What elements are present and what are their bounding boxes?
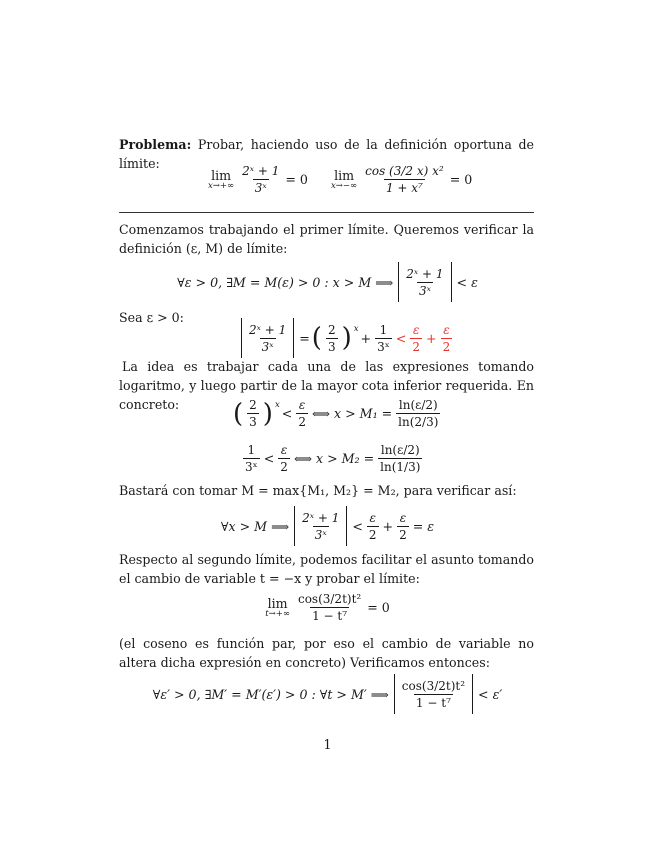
fraction-denominator: 2	[399, 527, 407, 542]
fraction-numerator: ε	[369, 510, 376, 525]
fraction-denominator: 1 − t⁷	[415, 695, 451, 710]
paragraph-respecto: Respecto al segundo límite, podemos facilitar el asunto tomando el cambio de variable t = −x y probar el límite:	[119, 552, 534, 586]
lim-word: lim	[267, 596, 288, 611]
equation-limit-t	[0, 592, 655, 623]
fraction-numerator: ε	[280, 443, 288, 457]
fraction-denominator: 2	[412, 339, 421, 354]
fraction-numerator: 1	[379, 322, 388, 337]
fraction-numerator: ε	[399, 510, 407, 525]
lim-word: lim	[334, 168, 355, 183]
fraction-denominator: 3ˣ	[245, 460, 258, 474]
paragraph-idea: La idea es trabajar cada una de las expresiones tomando logaritmo, y luego partir de la mayor cota inferior requerida. En concreto:	[119, 359, 534, 412]
plus-sign: +	[360, 330, 372, 346]
equation-left: ∀ε > 0, ∃M = M(ε) > 0 : x > M ⟹	[177, 274, 394, 290]
less-than-sign: <	[281, 406, 293, 421]
fraction-numerator: 2	[327, 322, 336, 337]
paragraph-sea: Sea ε > 0:	[119, 310, 184, 325]
problem-limit-1	[208, 164, 308, 195]
equation-rhs: = 0	[285, 172, 308, 187]
equation-left: ∀x > M ⟹	[220, 518, 290, 534]
fraction-denominator: 2	[298, 415, 306, 429]
problem-text: Probar, haciendo uso de la definición oportuna de límite:	[119, 137, 534, 171]
exponent: x	[353, 324, 359, 334]
equation-rhs: = 0	[367, 600, 390, 615]
fraction-denominator: ln(1/3)	[380, 460, 421, 474]
fraction-denominator: 1 − t⁷	[312, 609, 348, 623]
fraction-numerator: cos (3/2 x) x²	[365, 164, 444, 178]
paragraph-intro: Comenzamos trabajando el primer límite. Queremos verificar la definición (ε, M) de límite:	[119, 222, 534, 256]
fraction-denominator: 3	[249, 415, 257, 429]
page-number: 1	[323, 738, 332, 753]
fraction-numerator: ε	[412, 322, 420, 337]
fraction-numerator: ε	[298, 398, 306, 412]
fraction-numerator: ε	[443, 322, 450, 337]
equation-middle: ⟺ x > M₁ =	[311, 406, 393, 421]
lim-subscript: t→+∞	[265, 609, 290, 619]
fraction-denominator: 3ˣ	[261, 339, 274, 354]
fraction-numerator: 2ˣ + 1	[406, 266, 444, 281]
equation-definition-2	[0, 674, 655, 714]
problem-limit-2	[331, 164, 472, 195]
absolute-value	[294, 506, 347, 546]
fraction-denominator: 3	[327, 339, 336, 354]
equals-sign: =	[299, 330, 310, 346]
fraction-numerator: cos(3/2t)t²	[297, 592, 362, 606]
fraction-denominator: 3ˣ	[254, 181, 267, 195]
less-than-sign: <	[263, 451, 275, 466]
lim-word: lim	[211, 168, 232, 183]
absolute-value	[398, 262, 451, 302]
lim-subscript: x→+∞	[208, 181, 235, 191]
plus-sign: +	[426, 330, 437, 346]
absolute-value	[241, 318, 294, 358]
fraction-numerator: 2ˣ + 1	[249, 322, 287, 337]
paragraph-coseno: (el coseno es función par, por eso el cambio de variable no altera dicha expresión en concreto) Verificamos entonces:	[119, 636, 534, 670]
lim-subscript: x→−∞	[331, 181, 358, 191]
fraction-numerator: ln(ε/2)	[398, 398, 438, 412]
equation-middle: ⟺ x > M₂ =	[293, 451, 375, 466]
equation-rhs: = 0	[449, 172, 473, 187]
absolute-value	[394, 674, 473, 714]
fraction-numerator: 2	[249, 398, 257, 412]
less-than-sign: <	[352, 518, 363, 534]
equation-definition-1	[0, 262, 655, 302]
fraction-numerator: ln(ε/2)	[380, 443, 420, 457]
equation-m1: ( $\frac{2}{3}$ ) x < $\frac{\varepsilon}{2}$ ⟺ x > M₁ = $\frac{\ln(\varepsilon/2)}{\ln(2/3)}$	[233, 398, 439, 429]
highlighted-bound	[396, 323, 454, 354]
fraction-numerator: cos(3/2t)t²	[401, 678, 466, 693]
fraction-denominator: ln(2/3)	[398, 415, 439, 429]
equation-left: ∀ε′ > 0, ∃M′ = M′(ε′) > 0 : ∀t > M′ ⟹	[152, 686, 389, 702]
equation-sea: $\frac{\text{2ˣ + 1}}{\text{3ˣ}}$ = ( $\frac{2}{3}$ ) x + $\frac{1}{\text{3ˣ}}$ < $\frac{\varepsilon}{2}$ + $\frac{\varepsilon}{2}$	[238, 318, 454, 358]
fraction-denominator: 2	[442, 339, 451, 354]
paragraph-bastara: Bastará con tomar M = max{M₁, M₂} = M₂, para verificar así:	[119, 483, 517, 498]
fraction-numerator: 1	[247, 443, 256, 457]
fraction-denominator: 3ˣ	[377, 339, 390, 354]
fraction-denominator: 3ˣ	[418, 283, 431, 298]
equation-final	[0, 506, 655, 546]
less-than-sign: <	[395, 330, 407, 346]
exponent: x	[274, 399, 280, 410]
problem-label: Problema:	[119, 137, 192, 152]
fraction-denominator: 2	[368, 527, 377, 542]
equation-right: < ε	[456, 274, 478, 290]
equation-right: = ε	[412, 518, 435, 534]
fraction-denominator: 3ˣ	[314, 527, 327, 542]
plus-sign: +	[382, 518, 394, 534]
section-divider	[119, 212, 534, 213]
fraction-numerator: 2ˣ + 1	[302, 510, 340, 525]
equation-m2	[241, 442, 424, 474]
fraction-denominator: 2	[280, 460, 288, 474]
fraction-denominator: 1 + x⁷	[385, 181, 423, 195]
fraction-numerator: 2ˣ + 1	[242, 164, 280, 178]
equation-right: < ε′	[478, 686, 503, 702]
